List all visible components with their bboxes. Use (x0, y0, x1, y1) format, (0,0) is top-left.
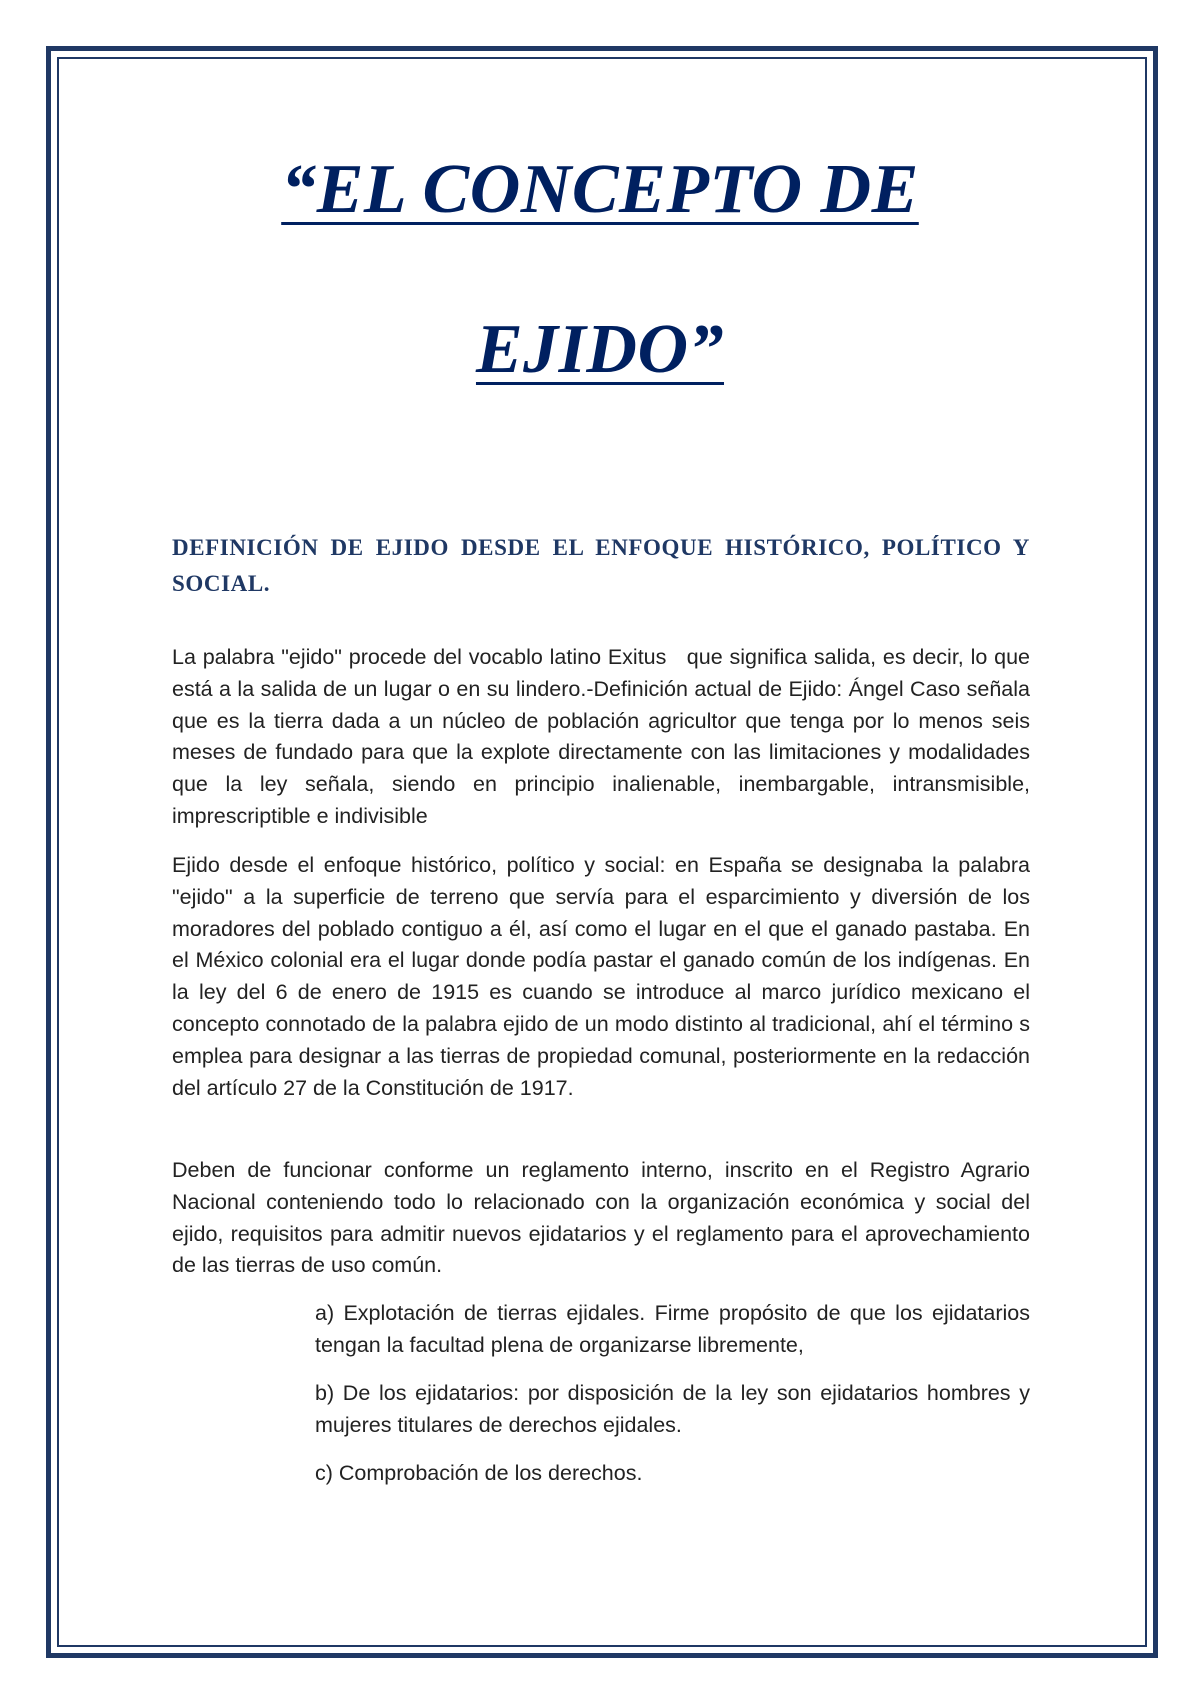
list-item-a-text: a) Explotación de tierras ejidales. Firme propósito de que los ejidatarios tengan la facultad plena de organizarse libremente, (315, 1301, 1030, 1357)
list-item-b-text: b) De los ejidatarios: por disposición de la ley son ejidatarios hombres y mujeres titulares de derechos ejidales. (315, 1381, 1030, 1437)
title-text-2: EJIDO” (475, 311, 725, 388)
paragraph-3 (172, 1155, 1030, 1282)
list-item-b (315, 1378, 1030, 1442)
list-item-c (315, 1458, 1030, 1490)
paragraph-1 (172, 642, 1036, 833)
document-title-line-1 (0, 150, 1200, 230)
paragraph-3-text: Deben de funcionar conforme un reglamento interno, inscrito en el Registro Agrario Nacional conteniendo todo lo relacionado con la organización económica y social del ejido, requisitos para admitir nuevos ejidatarios y el reglamento para el aprovechamiento de las tierras de uso común. (172, 1158, 1030, 1278)
list-item-c-text: c) Comprobación de los derechos. (315, 1461, 643, 1485)
document-title-line-2 (0, 310, 1200, 390)
title-text-1: “EL CONCEPTO DE (281, 151, 919, 228)
paragraph-2-text: Ejido desde el enfoque histórico, político y social: en España se designaba la palabra "ejido" a la superficie de terreno que servía para el esparcimiento y diversión de los moradores del poblado contiguo a él, así como el lugar en el que el ganado pastaba. En el México colonial era el lugar donde podía pastar el ganado común de los indígenas. En la ley del 6 de enero de 1915 es cuando se introduce al marco jurídico mexicano el concepto connotado de la palabra ejido de un modo distinto al tradicional, ahí el término s emplea para designar a las tierras de propiedad comunal, posteriormente en la redacción del artículo 27 de la Constitución de 1917. (172, 853, 1030, 1100)
paragraph-1-text: La palabra "ejido" procede del vocablo latino Exitus que significa salida, es decir, lo que está a la salida de un lugar o en su lindero.-Definición actual de Ejido: Ángel Caso señala que es la tierra dada a un núcleo de población agricultor que tenga por lo menos seis meses de fundado para que la explote directamente con las limitaciones y modalidades que la ley señala, siendo en principio inalienable, inembargable, intransmisible, imprescriptible e indivisible (172, 645, 1036, 828)
section-heading: DEFINICIÓN DE EJIDO DESDE EL ENFOQUE HISTÓRICO, POLÍTICO Y SOCIAL. (172, 535, 1030, 596)
list-item-a (315, 1298, 1030, 1362)
paragraph-2 (172, 850, 1030, 1104)
